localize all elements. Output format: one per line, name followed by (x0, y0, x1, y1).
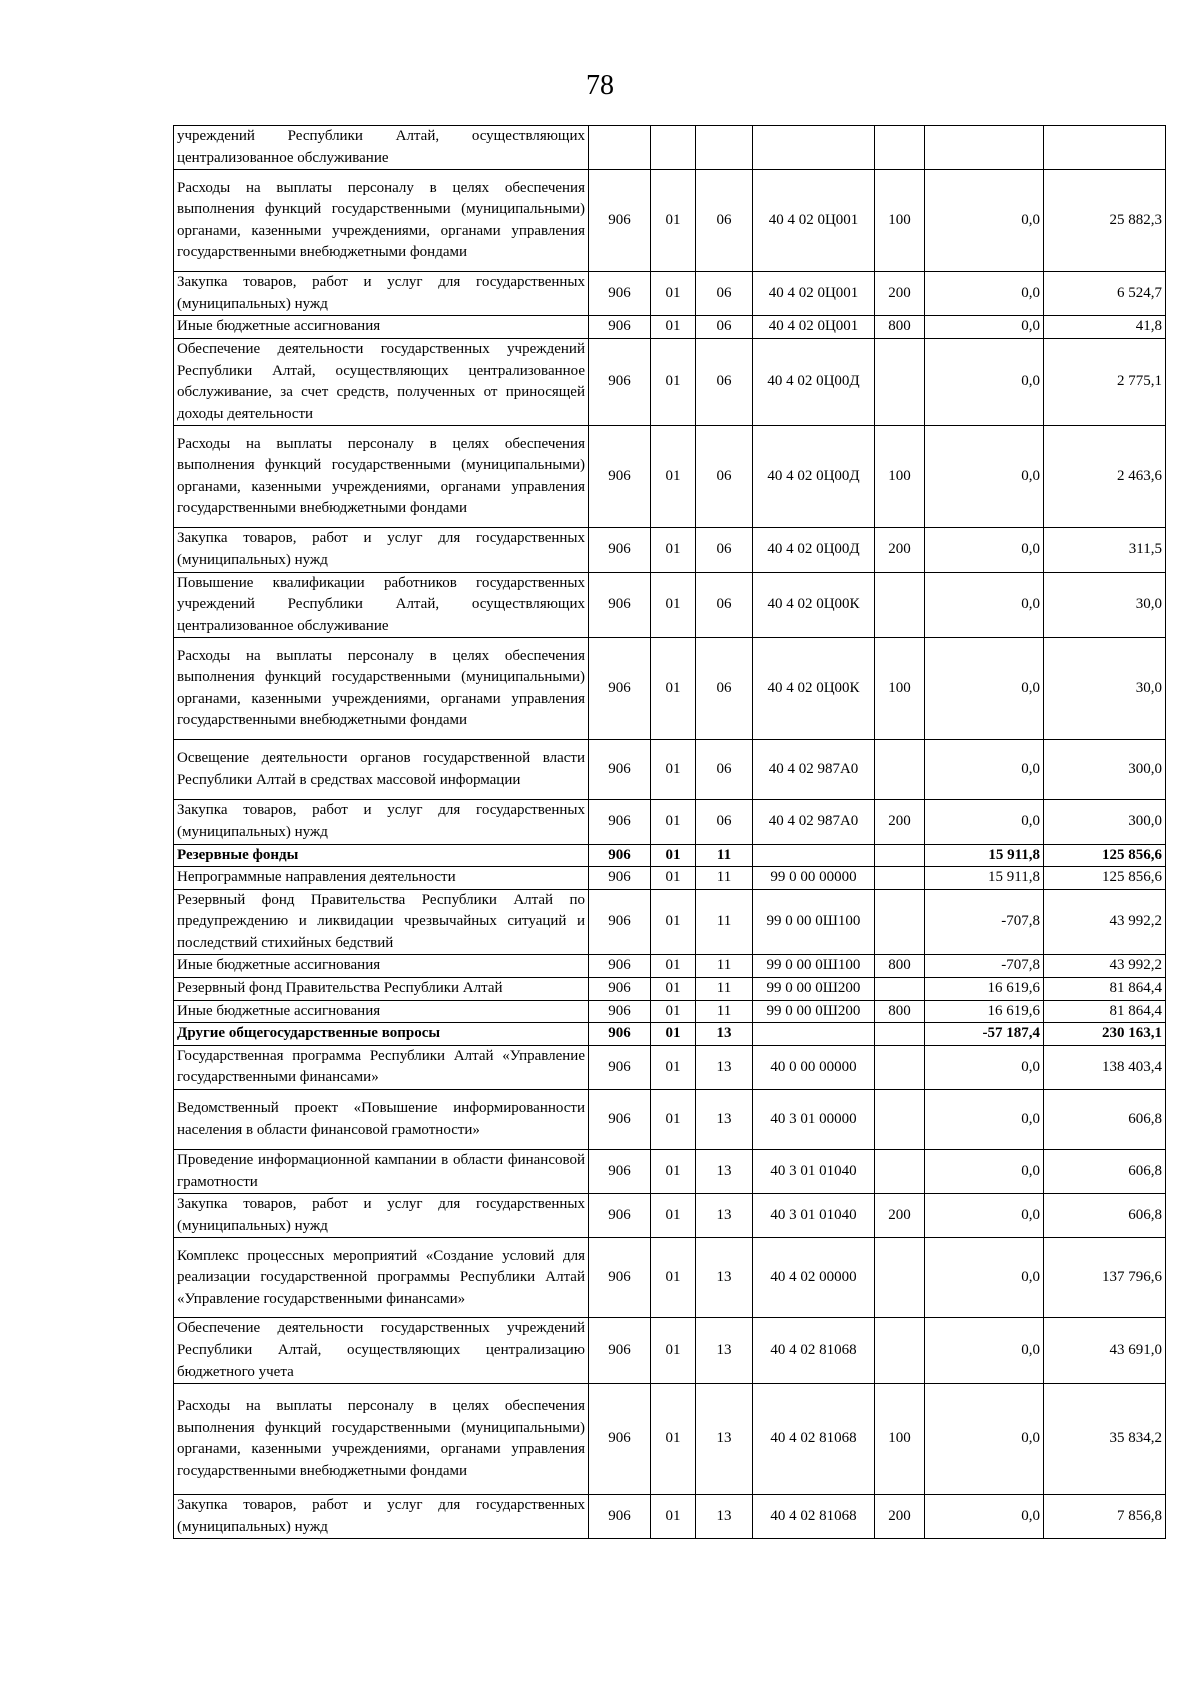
subsection-code-cell: 11 (696, 955, 753, 978)
target-article-cell: 40 0 00 00000 (753, 1045, 875, 1089)
admin-code-cell: 906 (589, 1090, 651, 1150)
subsection-code-cell: 11 (696, 978, 753, 1001)
target-article-cell: 99 0 00 0Ш100 (753, 955, 875, 978)
table-row (174, 1090, 1166, 1150)
target-article-cell: 40 4 02 0Ц00Д (753, 528, 875, 572)
amount-total-cell: 138 403,4 (1044, 1045, 1166, 1089)
target-article-cell: 40 4 02 0Ц00К (753, 572, 875, 638)
row-name-cell: Обеспечение деятельности государственных учреждений Республики Алтай, осуществляющих централизацию бюджетного учета (174, 1318, 589, 1384)
table-row (174, 338, 1166, 425)
section-code-cell: 01 (651, 1318, 696, 1384)
table-row (174, 1000, 1166, 1023)
row-name-cell: Расходы на выплаты персоналу в целях обеспечения выполнения функций государственными (муниципальными) органами, казенными учреждениями, органами управления государственными внебюджетными фондами (174, 426, 589, 528)
table-row (174, 528, 1166, 572)
table-row (174, 955, 1166, 978)
row-name-cell: учреждений Республики Алтай, осуществляющих централизованное обслуживание (174, 126, 589, 170)
section-code-cell: 01 (651, 338, 696, 425)
amount-total-cell: 230 163,1 (1044, 1023, 1166, 1046)
amount-change-cell: 0,0 (925, 272, 1044, 316)
expense-type-cell: 100 (875, 170, 925, 272)
section-code-cell: 01 (651, 316, 696, 339)
subsection-code-cell: 13 (696, 1495, 753, 1539)
section-code-cell: 01 (651, 572, 696, 638)
target-article-cell (753, 844, 875, 867)
amount-change-cell: 0,0 (925, 1318, 1044, 1384)
subsection-code-cell: 06 (696, 572, 753, 638)
expense-type-cell (875, 1150, 925, 1194)
target-article-cell: 40 3 01 00000 (753, 1090, 875, 1150)
section-code-cell: 01 (651, 1045, 696, 1089)
subsection-code-cell: 11 (696, 1000, 753, 1023)
expense-type-cell (875, 978, 925, 1001)
target-article-cell: 99 0 00 00000 (753, 867, 875, 890)
subsection-code-cell: 06 (696, 740, 753, 800)
amount-total-cell: 7 856,8 (1044, 1495, 1166, 1539)
table-row (174, 800, 1166, 844)
subsection-code-cell: 13 (696, 1045, 753, 1089)
admin-code-cell: 906 (589, 1150, 651, 1194)
amount-change-cell: 16 619,6 (925, 1000, 1044, 1023)
admin-code-cell: 906 (589, 1384, 651, 1495)
row-name-cell: Закупка товаров, работ и услуг для государственных (муниципальных) нужд (174, 1194, 589, 1238)
expense-type-cell (875, 867, 925, 890)
subsection-code-cell: 13 (696, 1090, 753, 1150)
section-code-cell: 01 (651, 1023, 696, 1046)
subsection-code-cell: 06 (696, 426, 753, 528)
section-code-cell (651, 126, 696, 170)
row-name-cell: Непрограммные направления деятельности (174, 867, 589, 890)
admin-code-cell: 906 (589, 955, 651, 978)
subsection-code-cell: 13 (696, 1318, 753, 1384)
target-article-cell: 40 4 02 81068 (753, 1318, 875, 1384)
admin-code-cell: 906 (589, 338, 651, 425)
amount-total-cell: 6 524,7 (1044, 272, 1166, 316)
amount-total-cell: 30,0 (1044, 572, 1166, 638)
table-row (174, 1150, 1166, 1194)
amount-change-cell: 16 619,6 (925, 978, 1044, 1001)
amount-change-cell: 15 911,8 (925, 844, 1044, 867)
subsection-code-cell: 11 (696, 889, 753, 955)
amount-change-cell: 0,0 (925, 338, 1044, 425)
expense-type-cell: 100 (875, 426, 925, 528)
amount-total-cell: 137 796,6 (1044, 1238, 1166, 1318)
subsection-code-cell: 11 (696, 867, 753, 890)
target-article-cell: 40 4 02 81068 (753, 1384, 875, 1495)
amount-total-cell: 125 856,6 (1044, 867, 1166, 890)
expense-type-cell: 200 (875, 272, 925, 316)
amount-change-cell: 0,0 (925, 528, 1044, 572)
table-body (174, 126, 1166, 1539)
budget-table (173, 125, 1166, 1539)
row-name-cell: Резервный фонд Правительства Республики Алтай по предупреждению и ликвидации чрезвычайных ситуаций и последствий стихийных бедствий (174, 889, 589, 955)
target-article-cell: 99 0 00 0Ш200 (753, 1000, 875, 1023)
amount-total-cell (1044, 126, 1166, 170)
subsection-code-cell: 06 (696, 272, 753, 316)
table-row (174, 572, 1166, 638)
row-name-cell: Повышение квалификации работников государственных учреждений Республики Алтай, осуществляющих централизованное обслуживание (174, 572, 589, 638)
table-row (174, 638, 1166, 740)
target-article-cell: 99 0 00 0Ш200 (753, 978, 875, 1001)
row-name-cell: Иные бюджетные ассигнования (174, 955, 589, 978)
row-name-cell: Обеспечение деятельности государственных учреждений Республики Алтай, осуществляющих централизованное обслуживание, за счет средств, полученных от приносящей доходы деятельности (174, 338, 589, 425)
amount-total-cell: 2 463,6 (1044, 426, 1166, 528)
subsection-code-cell: 13 (696, 1194, 753, 1238)
table-row (174, 740, 1166, 800)
admin-code-cell: 906 (589, 170, 651, 272)
admin-code-cell: 906 (589, 978, 651, 1001)
table-row (174, 889, 1166, 955)
admin-code-cell: 906 (589, 272, 651, 316)
amount-change-cell: 0,0 (925, 426, 1044, 528)
expense-type-cell: 800 (875, 955, 925, 978)
row-name-cell: Расходы на выплаты персоналу в целях обеспечения выполнения функций государственными (муниципальными) органами, казенными учреждениями, органами управления государственными внебюджетными фондами (174, 638, 589, 740)
subsection-code-cell: 06 (696, 528, 753, 572)
amount-total-cell: 81 864,4 (1044, 978, 1166, 1001)
table-row (174, 126, 1166, 170)
admin-code-cell: 906 (589, 800, 651, 844)
row-name-cell: Ведомственный проект «Повышение информированности населения в области финансовой грамотности» (174, 1090, 589, 1150)
amount-change-cell: 0,0 (925, 572, 1044, 638)
section-code-cell: 01 (651, 889, 696, 955)
target-article-cell: 40 3 01 01040 (753, 1194, 875, 1238)
section-code-cell: 01 (651, 1150, 696, 1194)
row-name-cell: Проведение информационной кампании в области финансовой грамотности (174, 1150, 589, 1194)
admin-code-cell: 906 (589, 1194, 651, 1238)
row-name-cell: Иные бюджетные ассигнования (174, 316, 589, 339)
expense-type-cell: 100 (875, 1384, 925, 1495)
target-article-cell: 40 4 02 0Ц001 (753, 272, 875, 316)
admin-code-cell: 906 (589, 1238, 651, 1318)
admin-code-cell: 906 (589, 426, 651, 528)
table-row (174, 978, 1166, 1001)
subsection-code-cell: 13 (696, 1023, 753, 1046)
row-name-cell: Государственная программа Республики Алтай «Управление государственными финансами» (174, 1045, 589, 1089)
admin-code-cell: 906 (589, 844, 651, 867)
section-code-cell: 01 (651, 955, 696, 978)
row-name-cell: Расходы на выплаты персоналу в целях обеспечения выполнения функций государственными (муниципальными) органами, казенными учреждениями, органами управления государственными внебюджетными фондами (174, 170, 589, 272)
admin-code-cell: 906 (589, 528, 651, 572)
admin-code-cell: 906 (589, 1318, 651, 1384)
table-row (174, 272, 1166, 316)
table-row (174, 426, 1166, 528)
target-article-cell: 40 4 02 00000 (753, 1238, 875, 1318)
admin-code-cell: 906 (589, 740, 651, 800)
subsection-code-cell: 06 (696, 338, 753, 425)
target-article-cell: 40 3 01 01040 (753, 1150, 875, 1194)
row-name-cell: Другие общегосударственные вопросы (174, 1023, 589, 1046)
target-article-cell: 40 4 02 0Ц00Д (753, 338, 875, 425)
amount-total-cell: 300,0 (1044, 800, 1166, 844)
row-name-cell: Закупка товаров, работ и услуг для государственных (муниципальных) нужд (174, 800, 589, 844)
admin-code-cell: 906 (589, 572, 651, 638)
admin-code-cell (589, 126, 651, 170)
amount-total-cell: 35 834,2 (1044, 1384, 1166, 1495)
row-name-cell: Расходы на выплаты персоналу в целях обеспечения выполнения функций государственными (муниципальными) органами, казенными учреждениями, органами управления государственными внебюджетными фондами (174, 1384, 589, 1495)
expense-type-cell (875, 1023, 925, 1046)
target-article-cell: 40 4 02 0Ц00К (753, 638, 875, 740)
amount-total-cell: 41,8 (1044, 316, 1166, 339)
section-code-cell: 01 (651, 740, 696, 800)
expense-type-cell: 200 (875, 528, 925, 572)
table-row (174, 1194, 1166, 1238)
subsection-code-cell: 11 (696, 844, 753, 867)
amount-change-cell: -707,8 (925, 955, 1044, 978)
expense-type-cell (875, 740, 925, 800)
amount-change-cell: 0,0 (925, 1238, 1044, 1318)
section-code-cell: 01 (651, 1194, 696, 1238)
amount-change-cell: 0,0 (925, 1194, 1044, 1238)
amount-total-cell: 43 691,0 (1044, 1318, 1166, 1384)
subsection-code-cell: 06 (696, 316, 753, 339)
row-name-cell: Резервные фонды (174, 844, 589, 867)
target-article-cell: 99 0 00 0Ш100 (753, 889, 875, 955)
amount-change-cell: 0,0 (925, 316, 1044, 339)
expense-type-cell: 200 (875, 1194, 925, 1238)
expense-type-cell: 100 (875, 638, 925, 740)
expense-type-cell (875, 1318, 925, 1384)
subsection-code-cell: 13 (696, 1238, 753, 1318)
section-code-cell: 01 (651, 272, 696, 316)
amount-total-cell: 25 882,3 (1044, 170, 1166, 272)
target-article-cell: 40 4 02 0Ц00Д (753, 426, 875, 528)
section-code-cell: 01 (651, 170, 696, 272)
expense-type-cell: 800 (875, 1000, 925, 1023)
admin-code-cell: 906 (589, 316, 651, 339)
section-code-cell: 01 (651, 1238, 696, 1318)
expense-type-cell: 200 (875, 800, 925, 844)
subsection-code-cell (696, 126, 753, 170)
table-row (174, 867, 1166, 890)
expense-type-cell (875, 338, 925, 425)
section-code-cell: 01 (651, 1090, 696, 1150)
amount-change-cell: 0,0 (925, 1150, 1044, 1194)
table-row (174, 1318, 1166, 1384)
subsection-code-cell: 13 (696, 1150, 753, 1194)
subsection-code-cell: 13 (696, 1384, 753, 1495)
admin-code-cell: 906 (589, 638, 651, 740)
amount-change-cell: 0,0 (925, 638, 1044, 740)
amount-change-cell: 0,0 (925, 1090, 1044, 1150)
subsection-code-cell: 06 (696, 638, 753, 740)
target-article-cell: 40 4 02 0Ц001 (753, 316, 875, 339)
table-row (174, 1384, 1166, 1495)
section-code-cell: 01 (651, 800, 696, 844)
section-code-cell: 01 (651, 844, 696, 867)
table-row (174, 1045, 1166, 1089)
table-row (174, 316, 1166, 339)
row-name-cell: Иные бюджетные ассигнования (174, 1000, 589, 1023)
expense-type-cell: 200 (875, 1495, 925, 1539)
amount-change-cell: 0,0 (925, 1495, 1044, 1539)
subsection-code-cell: 06 (696, 800, 753, 844)
expense-type-cell (875, 844, 925, 867)
admin-code-cell: 906 (589, 1000, 651, 1023)
section-code-cell: 01 (651, 426, 696, 528)
section-code-cell: 01 (651, 1384, 696, 1495)
amount-total-cell: 81 864,4 (1044, 1000, 1166, 1023)
target-article-cell: 40 4 02 987А0 (753, 740, 875, 800)
target-article-cell: 40 4 02 81068 (753, 1495, 875, 1539)
expense-type-cell (875, 572, 925, 638)
target-article-cell (753, 126, 875, 170)
expense-type-cell: 800 (875, 316, 925, 339)
row-name-cell: Закупка товаров, работ и услуг для государственных (муниципальных) нужд (174, 528, 589, 572)
row-name-cell: Освещение деятельности органов государственной власти Республики Алтай в средствах массовой информации (174, 740, 589, 800)
admin-code-cell: 906 (589, 867, 651, 890)
target-article-cell: 40 4 02 987А0 (753, 800, 875, 844)
table-row (174, 844, 1166, 867)
admin-code-cell: 906 (589, 1023, 651, 1046)
target-article-cell (753, 1023, 875, 1046)
expense-type-cell (875, 1045, 925, 1089)
row-name-cell: Закупка товаров, работ и услуг для государственных (муниципальных) нужд (174, 272, 589, 316)
row-name-cell: Комплекс процессных мероприятий «Создание условий для реализации государственной программы Республики Алтай «Управление государственными финансами» (174, 1238, 589, 1318)
amount-total-cell: 606,8 (1044, 1194, 1166, 1238)
amount-total-cell: 606,8 (1044, 1090, 1166, 1150)
section-code-cell: 01 (651, 638, 696, 740)
amount-change-cell (925, 126, 1044, 170)
amount-total-cell: 2 775,1 (1044, 338, 1166, 425)
section-code-cell: 01 (651, 1000, 696, 1023)
amount-change-cell: -57 187,4 (925, 1023, 1044, 1046)
amount-change-cell: 0,0 (925, 170, 1044, 272)
amount-change-cell: 0,0 (925, 1045, 1044, 1089)
amount-change-cell: 15 911,8 (925, 867, 1044, 890)
expense-type-cell (875, 1238, 925, 1318)
amount-change-cell: -707,8 (925, 889, 1044, 955)
amount-total-cell: 43 992,2 (1044, 955, 1166, 978)
amount-total-cell: 30,0 (1044, 638, 1166, 740)
amount-change-cell: 0,0 (925, 800, 1044, 844)
admin-code-cell: 906 (589, 1045, 651, 1089)
section-code-cell: 01 (651, 978, 696, 1001)
expense-type-cell (875, 889, 925, 955)
target-article-cell: 40 4 02 0Ц001 (753, 170, 875, 272)
page-number: 78 (586, 70, 614, 101)
subsection-code-cell: 06 (696, 170, 753, 272)
expense-type-cell (875, 126, 925, 170)
admin-code-cell: 906 (589, 889, 651, 955)
admin-code-cell: 906 (589, 1495, 651, 1539)
row-name-cell: Закупка товаров, работ и услуг для государственных (муниципальных) нужд (174, 1495, 589, 1539)
amount-total-cell: 606,8 (1044, 1150, 1166, 1194)
amount-change-cell: 0,0 (925, 740, 1044, 800)
table-row (174, 1495, 1166, 1539)
amount-total-cell: 311,5 (1044, 528, 1166, 572)
amount-change-cell: 0,0 (925, 1384, 1044, 1495)
amount-total-cell: 300,0 (1044, 740, 1166, 800)
amount-total-cell: 125 856,6 (1044, 844, 1166, 867)
table-row (174, 1023, 1166, 1046)
expense-type-cell (875, 1090, 925, 1150)
section-code-cell: 01 (651, 867, 696, 890)
section-code-cell: 01 (651, 1495, 696, 1539)
section-code-cell: 01 (651, 528, 696, 572)
amount-total-cell: 43 992,2 (1044, 889, 1166, 955)
table-row (174, 170, 1166, 272)
table-row (174, 1238, 1166, 1318)
row-name-cell: Резервный фонд Правительства Республики Алтай (174, 978, 589, 1001)
